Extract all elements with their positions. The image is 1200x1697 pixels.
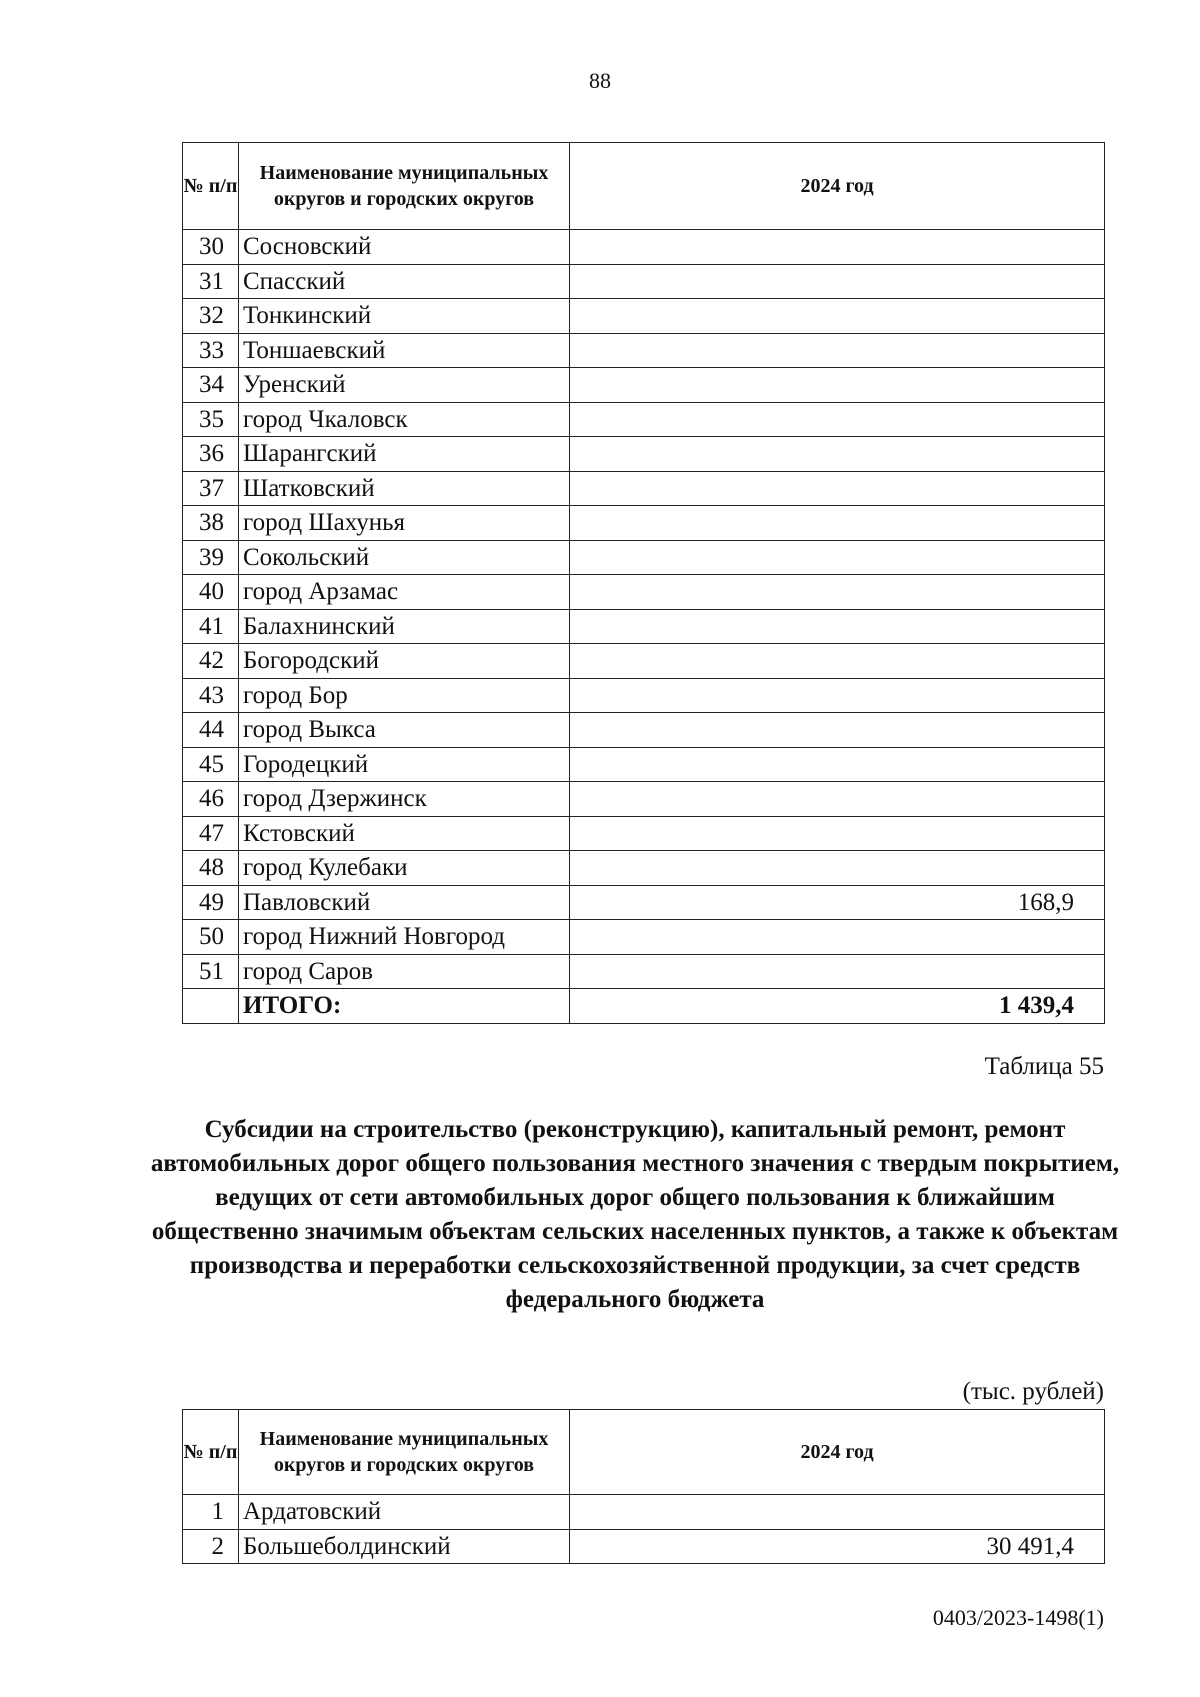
- municipality-name: Городецкий: [239, 747, 570, 782]
- row-value: [570, 609, 1105, 644]
- municipality-name: Павловский: [239, 885, 570, 920]
- table-row: [183, 747, 1105, 782]
- table-row: [183, 1495, 1105, 1530]
- row-number: 34: [183, 368, 239, 403]
- total-number-cell: [183, 989, 239, 1024]
- row-number: 33: [183, 333, 239, 368]
- table-row: [183, 437, 1105, 472]
- row-value: [570, 575, 1105, 610]
- municipality-name: город Шахунья: [239, 506, 570, 541]
- table-caption: Таблица 55: [984, 1053, 1104, 1080]
- header-municipality: Наименование муниципальных округов и городских округов: [239, 143, 570, 230]
- table-row: [183, 471, 1105, 506]
- row-value: [570, 920, 1105, 955]
- row-value: [570, 506, 1105, 541]
- table-row: [183, 230, 1105, 265]
- row-value: [570, 230, 1105, 265]
- row-value: [570, 540, 1105, 575]
- row-value: [570, 713, 1105, 748]
- row-number: 43: [183, 678, 239, 713]
- row-number: 45: [183, 747, 239, 782]
- table-row: [183, 851, 1105, 886]
- table-row: [183, 782, 1105, 817]
- row-number: 31: [183, 264, 239, 299]
- row-value: 168,9: [570, 885, 1105, 920]
- row-number: 40: [183, 575, 239, 610]
- table-row: [183, 540, 1105, 575]
- table-row: [183, 264, 1105, 299]
- row-value: [570, 368, 1105, 403]
- row-value: [570, 437, 1105, 472]
- row-value: [570, 1495, 1105, 1530]
- row-value: [570, 954, 1105, 989]
- row-value: [570, 816, 1105, 851]
- table-row: [183, 368, 1105, 403]
- table-row: [183, 609, 1105, 644]
- table-title: Субсидии на строительство (реконструкцию), капитальный ремонт, ремонт автомобильных дорог общего пользования местного значения с твердым покрытием, ведущих от сети автомобильных дорог общего пользования к ближайшим общественно значимым объектам сельских населенных пунктов, а также к объектам производства и переработки сельскохозяйственной продукции, за счет средств федерального бюджета: [150, 1116, 1120, 1313]
- row-number: 32: [183, 299, 239, 334]
- total-row: [183, 989, 1105, 1024]
- header-municipality: Наименование муниципальных округов и городских округов: [239, 1410, 570, 1495]
- row-number: 50: [183, 920, 239, 955]
- row-value: [570, 851, 1105, 886]
- row-number: 35: [183, 402, 239, 437]
- table-row: [183, 1529, 1105, 1564]
- table-header-row: [183, 1410, 1105, 1495]
- row-value: [570, 264, 1105, 299]
- row-value: 30 491,4: [570, 1529, 1105, 1564]
- municipality-name: Сокольский: [239, 540, 570, 575]
- document-code: 0403/2023-1498(1): [932, 1605, 1104, 1630]
- row-value: [570, 644, 1105, 679]
- municipality-name: Шатковский: [239, 471, 570, 506]
- row-number: 36: [183, 437, 239, 472]
- municipality-name: город Саров: [239, 954, 570, 989]
- row-number: 48: [183, 851, 239, 886]
- municipality-name: Шарангский: [239, 437, 570, 472]
- municipality-name: город Арзамас: [239, 575, 570, 610]
- municipality-name: Спасский: [239, 264, 570, 299]
- table-header-row: [183, 143, 1105, 230]
- table-row: [183, 402, 1105, 437]
- municipality-name: Балахнинский: [239, 609, 570, 644]
- municipality-name: Тоншаевский: [239, 333, 570, 368]
- municipality-name: Богородский: [239, 644, 570, 679]
- row-number: 42: [183, 644, 239, 679]
- row-number: 46: [183, 782, 239, 817]
- municipality-name: Кстовский: [239, 816, 570, 851]
- header-number: № п/п: [183, 143, 239, 230]
- row-number: 49: [183, 885, 239, 920]
- table-row: [183, 299, 1105, 334]
- municipality-name: город Дзержинск: [239, 782, 570, 817]
- table-row: [183, 920, 1105, 955]
- row-value: [570, 782, 1105, 817]
- subsidy-table-continued: [182, 142, 1105, 1024]
- table-row: [183, 713, 1105, 748]
- row-value: [570, 333, 1105, 368]
- row-value: [570, 678, 1105, 713]
- row-value: [570, 471, 1105, 506]
- table-body: [183, 230, 1105, 989]
- row-number: 44: [183, 713, 239, 748]
- table-row: [183, 954, 1105, 989]
- page-number: 88: [589, 68, 611, 93]
- table-row: [183, 644, 1105, 679]
- row-value: [570, 299, 1105, 334]
- table-body: [183, 1495, 1105, 1564]
- total-label: ИТОГО:: [239, 989, 570, 1024]
- municipality-name: город Кулебаки: [239, 851, 570, 886]
- municipality-name: город Выкса: [239, 713, 570, 748]
- table-row: [183, 575, 1105, 610]
- row-number: 2: [183, 1529, 239, 1564]
- municipality-name: город Чкаловск: [239, 402, 570, 437]
- table-row: [183, 333, 1105, 368]
- row-number: 39: [183, 540, 239, 575]
- header-number: № п/п: [183, 1410, 239, 1495]
- header-year: 2024 год: [570, 143, 1105, 230]
- row-number: 30: [183, 230, 239, 265]
- table-row: [183, 816, 1105, 851]
- row-number: 38: [183, 506, 239, 541]
- header-year: 2024 год: [570, 1410, 1105, 1495]
- municipality-name: Тонкинский: [239, 299, 570, 334]
- row-number: 1: [183, 1495, 239, 1530]
- total-value: 1 439,4: [570, 989, 1105, 1024]
- municipality-name: Уренский: [239, 368, 570, 403]
- table-row: [183, 885, 1105, 920]
- row-value: [570, 747, 1105, 782]
- row-number: 41: [183, 609, 239, 644]
- row-value: [570, 402, 1105, 437]
- subsidy-table-55: [182, 1409, 1105, 1564]
- row-number: 37: [183, 471, 239, 506]
- row-number: 47: [183, 816, 239, 851]
- municipality-name: город Бор: [239, 678, 570, 713]
- row-number: 51: [183, 954, 239, 989]
- municipality-name: Сосновский: [239, 230, 570, 265]
- units-label: (тыс. рублей): [962, 1378, 1104, 1405]
- municipality-name: город Нижний Новгород: [239, 920, 570, 955]
- table-row: [183, 678, 1105, 713]
- table-row: [183, 506, 1105, 541]
- municipality-name: Большеболдинский: [239, 1529, 570, 1564]
- municipality-name: Ардатовский: [239, 1495, 570, 1530]
